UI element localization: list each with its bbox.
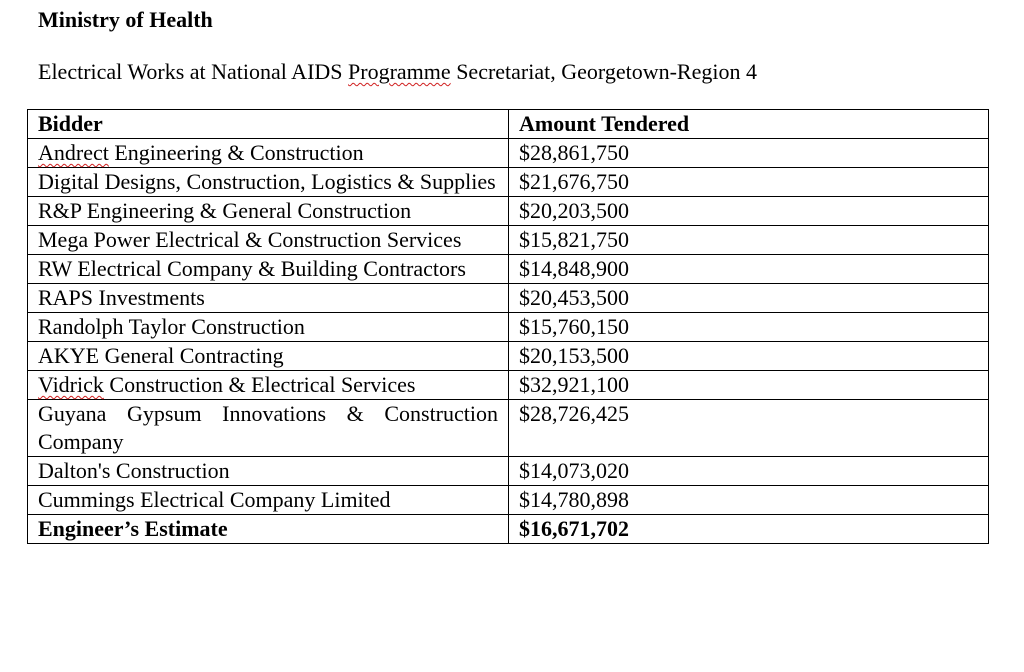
- table-row: [28, 168, 989, 197]
- amount-cell: $21,676,750: [509, 168, 989, 197]
- bidder-name: RW Electrical Company & Building Contractors: [38, 256, 466, 281]
- bidder-cell: [28, 457, 509, 486]
- bidder-cell: [28, 284, 509, 313]
- bidder-cell: [28, 139, 509, 168]
- column-header-bidder: Bidder: [28, 110, 509, 139]
- estimate-amount: $16,671,702: [509, 515, 989, 544]
- bidder-name: Randolph Taylor Construction: [38, 314, 305, 339]
- bidder-name: Construction & Electrical Services: [103, 372, 416, 397]
- subtitle-text-end: Secretariat, Georgetown-Region 4: [450, 59, 757, 84]
- table-header-row: [28, 110, 989, 139]
- bidder-cell: [28, 255, 509, 284]
- bids-table: [27, 109, 989, 544]
- amount-cell: $15,821,750: [509, 226, 989, 255]
- column-header-amount: Amount Tendered: [509, 110, 989, 139]
- table-row: [28, 457, 989, 486]
- bidder-cell: [28, 342, 509, 371]
- bidder-name: Guyana Gypsum Innovations & Construction Company: [38, 401, 498, 454]
- amount-cell: $32,921,100: [509, 371, 989, 400]
- bidder-cell: [28, 313, 509, 342]
- amount-cell: $14,848,900: [509, 255, 989, 284]
- amount-cell: $20,453,500: [509, 284, 989, 313]
- bidder-flagged-word: Vidrick: [38, 372, 104, 397]
- bidder-name: Mega Power Electrical & Construction Services: [38, 227, 462, 252]
- bidder-cell: [28, 168, 509, 197]
- bidder-name: R&P Engineering & General Construction: [38, 198, 412, 223]
- amount-cell: $14,073,020: [509, 457, 989, 486]
- table-row: [28, 284, 989, 313]
- bidder-cell: [28, 226, 509, 255]
- bidder-name: Digital Designs, Construction, Logistics & Supplies: [38, 169, 496, 194]
- bidder-cell: [28, 197, 509, 226]
- amount-cell: $20,153,500: [509, 342, 989, 371]
- table-row: [28, 342, 989, 371]
- table-row: [28, 486, 989, 515]
- bidder-name: Dalton's Construction: [38, 458, 230, 483]
- bidder-flagged-word: Andrect: [38, 140, 109, 165]
- estimate-label: Engineer’s Estimate: [28, 515, 509, 544]
- table-row: [28, 226, 989, 255]
- table-row: [28, 400, 989, 457]
- amount-cell: $28,861,750: [509, 139, 989, 168]
- amount-cell: $15,760,150: [509, 313, 989, 342]
- table-row: [28, 197, 989, 226]
- bidder-name: Cummings Electrical Company Limited: [38, 487, 391, 512]
- bidder-name: RAPS Investments: [38, 285, 205, 310]
- bidder-cell: [28, 486, 509, 515]
- amount-cell: $20,203,500: [509, 197, 989, 226]
- subtitle-flagged-word: Programme: [348, 59, 451, 84]
- document-subtitle: [38, 58, 757, 86]
- bidder-name: Engineering & Construction: [108, 140, 364, 165]
- document-heading: Ministry of Health: [38, 7, 213, 32]
- bidder-name: AKYE General Contracting: [38, 343, 284, 368]
- amount-cell: $14,780,898: [509, 486, 989, 515]
- bidder-cell: [28, 400, 509, 457]
- table-row: [28, 313, 989, 342]
- table-row: [28, 371, 989, 400]
- subtitle-text-start: Electrical Works at National AIDS: [38, 59, 349, 84]
- estimate-row: [28, 515, 989, 544]
- table-row: [28, 139, 989, 168]
- amount-cell: $28,726,425: [509, 400, 989, 457]
- table-body: [28, 139, 989, 515]
- table-row: [28, 255, 989, 284]
- bidder-cell: [28, 371, 509, 400]
